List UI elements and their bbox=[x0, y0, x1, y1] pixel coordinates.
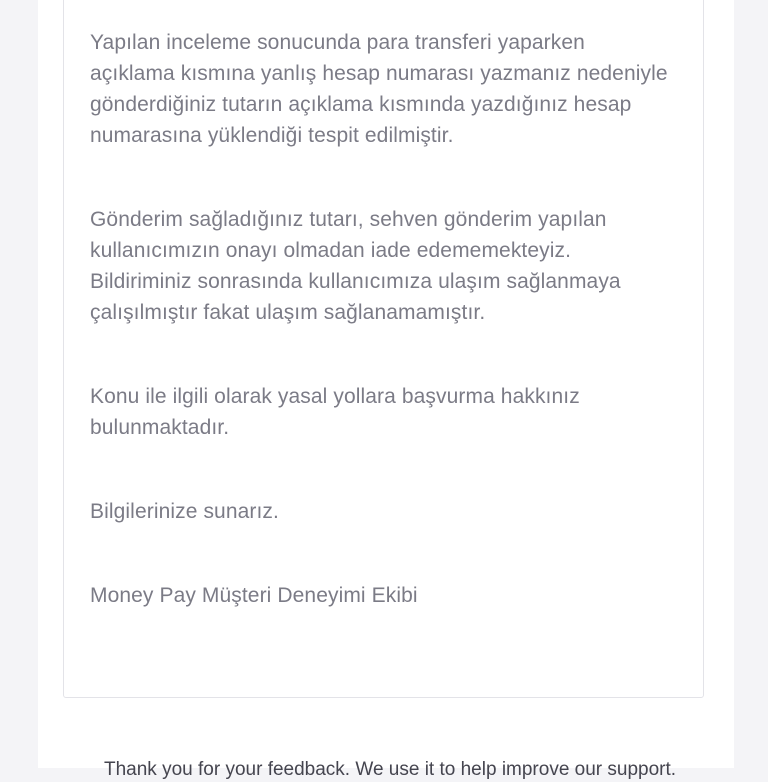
paragraph-legal-rights: Konu ile ilgili olarak yasal yollara başvurma hakkınız bulunmaktadır. bbox=[90, 385, 580, 439]
paragraph-refund-notice: Gönderim sağladığınız tutarı, sehven gönderim yapılan kullanıcımızın onayı olmadan iade edememekteyiz. Bildiriminiz sonrasında kullanıcımıza ulaşım sağlanmaya çalışılmıştır fakat ulaşım sağlanamamıştır. bbox=[90, 208, 621, 324]
message-body bbox=[90, 27, 673, 664]
paragraph-closing: Bilgilerinize sunarız. bbox=[90, 500, 279, 523]
message-card bbox=[63, 0, 704, 698]
feedback-footer-text: Thank you for your feedback. We use it to help improve our support. bbox=[104, 759, 677, 780]
signature: Money Pay Müşteri Deneyimi Ekibi bbox=[90, 584, 418, 607]
paragraph-investigation-result: Yapılan inceleme sonucunda para transferi yaparken açıklama kısmına yanlış hesap numarası yazmanız nedeniyle gönderdiğiniz tutarın açıklama kısmında yazdığınız hesap numarasına yüklendiği tespit edilmiştir. bbox=[90, 31, 668, 147]
